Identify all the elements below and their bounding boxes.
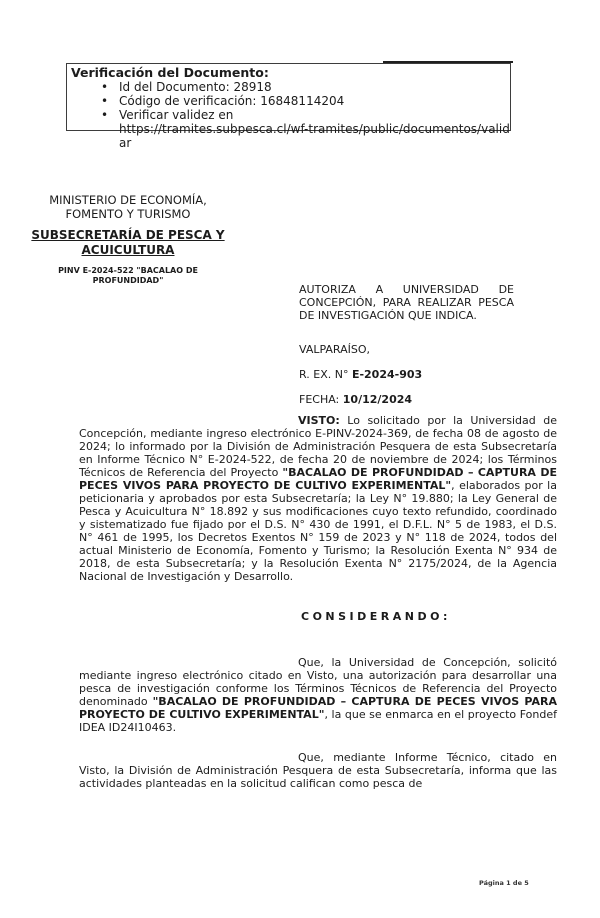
verification-url-link-continuation[interactable]: ar [119, 136, 132, 150]
verification-item-document-id [71, 80, 510, 94]
resolution-number-line [299, 368, 514, 381]
visto-paragraph [79, 414, 557, 583]
date-value: 10/12/2024 [342, 393, 413, 406]
verification-item-validate [71, 108, 510, 122]
resolution-heading [299, 283, 514, 406]
verification-item-text: Código de verificación: 16848114204 [119, 94, 345, 108]
date-label: FECHA: [299, 393, 343, 406]
resolution-subject: AUTORIZA A UNIVERSIDAD DE CONCEPCIÓN, PARA REALIZAR PESCA DE INVESTIGACIÓN QUE INDICA. [299, 283, 514, 322]
letterhead [30, 194, 226, 286]
verification-url-link[interactable]: https://tramites.subpesca.cl/wf-tramites/public/documentos/valid [119, 122, 510, 136]
page-indicator: Página 1 de 5 [479, 879, 529, 887]
paragraph-text-pre: Que, la Universidad de Concepción, solicitó mediante ingreso electrónico citado en Visto, una autorización para desarrollar una pesca de investigación conforme los Términos Técnicos de Referencia del Proyecto denominado [79, 656, 557, 708]
verification-item-code [71, 94, 510, 108]
paragraph-project-title: "BACALAO DE PROFUNDIDAD – CAPTURA DE PECES VIVOS PARA PROYECTO DE CULTIVO EXPERIMENTAL" [79, 695, 557, 721]
date-line [299, 393, 514, 406]
paragraph-text-post: , la que se enmarca en el proyecto Fondef IDEA ID24I10463. [79, 708, 557, 734]
city-line: VALPARAÍSO, [299, 343, 371, 356]
document-body [79, 414, 557, 790]
subsecretaria-name: SUBSECRETARÍA DE PESCA Y ACUICULTURA [31, 228, 225, 257]
resolution-number-value: E-2024-903 [351, 368, 423, 381]
visto-text-post: , elaborados por la peticionaria y aprobados por esta Subsecretaría; la Ley N° 19.880; la Ley General de Pesca y Acuicultura N° 18.892 y sus modificaciones cuyo texto refundido, coordinado y sistematizado fue fijado por el D.S. N° 430 de 1991, el D.F.L. N° 5 de 1983, el D.S. N° 461 de 1995, los Decretos Exentos N° 159 de 2023 y N° 118 de 2024, todos del actual Ministerio de Economía, Fomento y Turismo; la Resolución Exenta N° 934 de 2018, de esta Subsecretaría; y la Resolución Exenta N° 2175/2024, de la Agencia Nacional de Investigación y Desarrollo. [79, 479, 557, 583]
visto-label: VISTO: [298, 414, 340, 427]
considerando-paragraph-2: Que, mediante Informe Técnico, citado en Visto, la División de Administración Pesquera de esta Subsecretaría, informa que las actividades planteadas en la solicitud califican como pesca de [79, 751, 557, 790]
verification-item-text: Id del Documento: 28918 [119, 80, 272, 94]
project-reference: PINV E-2024-522 "BACALAO DE PROFUNDIDAD" [58, 266, 198, 285]
visto-project-title: "BACALAO DE PROFUNDIDAD – CAPTURA DE PECES VIVOS PARA PROYECTO DE CULTIVO EXPERIMENTAL" [79, 466, 557, 492]
considerando-paragraph-1 [79, 656, 557, 734]
verification-box [66, 63, 511, 150]
considerando-heading: CONSIDERANDO: [301, 610, 451, 623]
verification-title: Verificación del Documento: [71, 65, 269, 80]
visto-text-pre: Lo solicitado por la Universidad de Concepción, mediante ingreso electrónico E-PINV-2024-369, de fecha 08 de agosto de 2024; lo informado por la División de Administración Pesquera de esta Subsecretaría en Informe Técnico N° E-2024-522, de fecha 20 de noviembre de 2024; los Términos Técnicos de Referencia del Proyecto [79, 414, 557, 479]
ministry-name: MINISTERIO DE ECONOMÍA, FOMENTO Y TURISMO [49, 193, 207, 221]
verification-item-text: Verificar validez en [119, 108, 234, 122]
resolution-number-label: R. EX. N° [299, 368, 352, 381]
